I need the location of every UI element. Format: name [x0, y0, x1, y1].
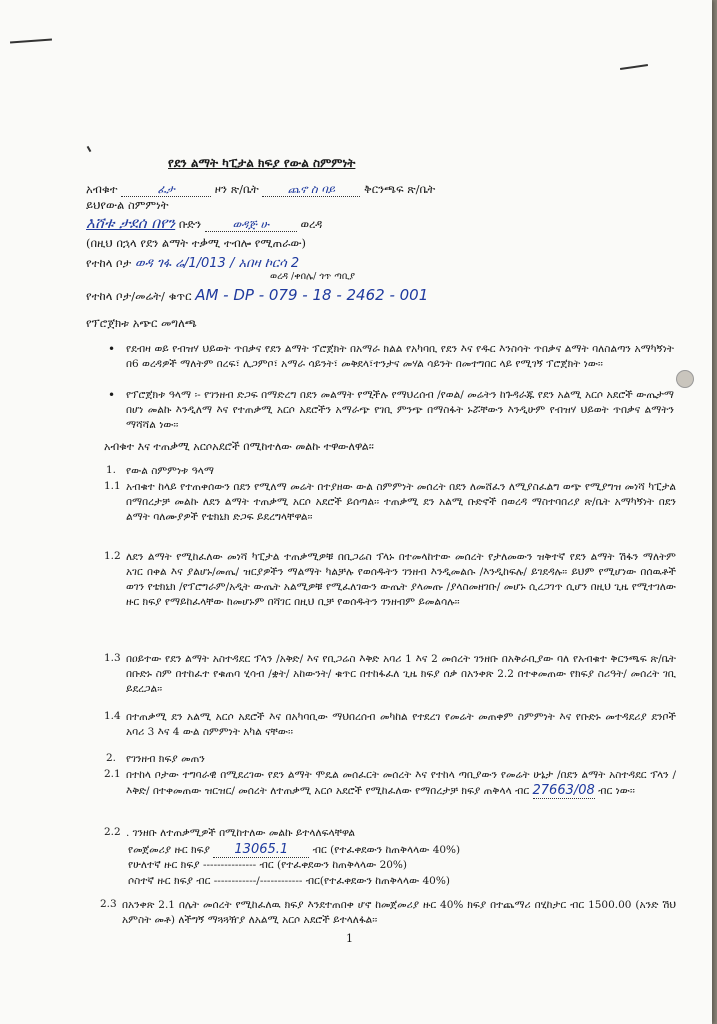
- page-number: 1: [346, 932, 353, 945]
- header-line-5-sub: ወረዳ /ቀበሌ/ ጎጥ ጣቢያ: [270, 271, 356, 282]
- section-number: 1.: [106, 464, 117, 476]
- section-number: 1.2: [104, 550, 121, 562]
- handwritten-zone: ጨኖ ስ ባይ: [262, 182, 360, 197]
- section-heading: . ገንዘቡ ለተጠቃሚዎች በሚከተለው መልኩ ይተላለፍላቸዋል: [126, 827, 356, 839]
- payment-label: ሶስተኛ ዙር ክፍያ ብር ------------/------------: [128, 875, 303, 887]
- pen-scratch-mark: [620, 64, 648, 70]
- handwritten-abkute: ፈታ: [121, 182, 211, 197]
- handwritten-site-number: AM - DP - 079 - 18 - 2462 - 001: [195, 286, 429, 304]
- section-paragraph: በዐይተው የደን ልማት አስተዳደር ፕላን /አቅድ/ እና የቢጋሬስ እቅድ አባሪ 1 እና 2 መሰረት ገንዘቡ በአቅራቢያው ባለ የአብቁተ ቅርንጫፍ ጽ/ቤት በቡድኑ ስም በተከፈተ የቁጠባ ሂሳብ /ቋት/ አከውንት/ ቁጥር በተከፋፈለ ጊዜ ክፍያ ሰቃ በአንቀጽ 2.2 በተቀመጠው የክፍያ ስሪዓት/ መሰረት ገቢ ይደረጋል፡፡: [126, 653, 676, 695]
- payment-line-3: [128, 874, 628, 889]
- document-title: የደን ልማት ካፒታል ክፍያ የውል ስምምነት: [168, 156, 356, 170]
- header-line-3: [86, 216, 322, 232]
- handwritten-planting-site: ወዳ ገፋ ሬ/1/013 / አበዛ ኮርሳ 2: [134, 256, 300, 271]
- payment-value: ብር (የተፈቀደውን ከጠቅላላው 40%): [312, 844, 461, 856]
- section-paragraph: አብቁተ ከላይ የተጠቀሰውን በደን የሚለማ መሬት በተያዘው ውል ስምምነት መሰረት በደን ለመሸፈን ለሚያስፈልግ ወጭ የሚያግዝ መነሻ ካፒታል በማበረታቻ መልኩ ለደን ልማት ተጠቃሚ አርሶ አደሮች ይሰጣል፡፡ ተጠቃሚ ደን አልሚ ቡድኖች በወረዳ ማስተባበሪያ ጽ/ቤት አማካኝነት በደን ልማት ባለሙያዎች የቴክኒክ ድጋፍ ይደረግላቸዋል፡፡: [126, 481, 676, 523]
- section-number: 2.3: [100, 898, 117, 910]
- bullet-dot: •: [108, 388, 116, 402]
- section-number: 1.3: [104, 652, 121, 664]
- handwritten-first-payment: 13065.1: [213, 842, 309, 858]
- pen-scratch-mark: [87, 146, 92, 152]
- paragraph-text: በተከላ ቦታው ተግባራዊ በሚደረገው የደን ልማት ሞዴል መሰፈርት መሰረት እና የተከላ ጣቢያውን የመሬት ሁኔታ /በደን ልማት አስተዳደር ፕላን /እቅድ/ በተቀመጠው ዝርዝር/ መሰረት ለተጠቃሚ አርሶ አደሮች የሚከፈለው የማበረታቻ ክፍያ ጠቅላላ ብር: [126, 769, 676, 797]
- bullet-paragraph-1: የደብዛ ወይ የብዝሃ ህይወት ጥበቃና የደን ልማት ፕሮጀክት በአማራ ክልል የአካባቢ የደን እና የዱር እንስሳት ጥበቃና ልማት ባለስልጣን አማካኝነት በ6 ወረዳዎች ማለትም በረፍ፣ ሊጋምቦ፣ አማራ ሳይንት፣ መቅደላ፣ተንታና መሃል ሳይንት በመተግበር ላይ የሚገኝ ፕሮጀክት ነው፡፡: [126, 343, 674, 370]
- section-number: 2.2: [104, 826, 121, 838]
- section-number: 1.4: [104, 710, 121, 722]
- section-paragraph: [126, 768, 676, 799]
- handwritten-member-name: እሸቱ ታደሰ በየን: [86, 214, 176, 232]
- header-line-2: ይህየውል ስምምነት: [86, 198, 169, 212]
- label-abkute: አብቁተ: [86, 182, 118, 196]
- label-group: ቡድን: [178, 217, 202, 231]
- payment-label: የሁለተኛ ዙር ክፍያ ---------------: [128, 859, 257, 871]
- bullet-dot: •: [108, 342, 116, 356]
- header-line-5: [86, 256, 299, 271]
- payment-value: ብር(የተፈቀደውን ከጠቅላላው 40%): [305, 875, 450, 887]
- section-number: 1.1: [104, 480, 121, 492]
- label-branch-office: ቅርንጫፍ ጽ/ቤት: [364, 182, 436, 196]
- punch-hole: [676, 370, 694, 388]
- paragraph-text: ብር ነው፡፡: [598, 785, 635, 797]
- label-planting-site: የተከላ ቦታ: [86, 256, 132, 270]
- label-woreda: ወረዳ: [300, 217, 323, 231]
- intro-line: አብቁተ እና ተጠቃሚ አርሶአደሮች በሚከተለው መልኩ ተዋውለዋል፡፡: [104, 440, 374, 453]
- handwritten-total-amount: 27663/08: [532, 783, 595, 798]
- header-line-1: [86, 182, 435, 197]
- section-heading: የውል ስምምነቱ ዓላማ: [126, 465, 214, 477]
- section-number: 2.: [106, 752, 117, 764]
- payment-label: የመጀመሪያ ዙር ክፍያ: [128, 844, 210, 856]
- header-line-4: (በዚህ በኋላ የደን ልማት ተቃሚ ተብሎ የሚጠራው): [86, 236, 307, 250]
- header-line-7: የፕሮጀክቱ አጭር መግለጫ: [86, 316, 197, 330]
- section-heading: የገንዘብ ክፍያ መጠን: [126, 753, 205, 765]
- section-paragraph: ለደን ልማት የሚከፈለው መነሻ ካፒታል ተጠቃሚዎቹ በቢጋሬስ ፕላኑ በተመላከተው መሰረት የታለመውን ዝቅተኛ የደን ልማት ሽፋን ማለትም አገር በቀል እና ያልሆኑ/መጤ/ ዝርያዎችን ማልማት ካልቻሉ የወሰዱትን ገንዘብ እንዲመልሱ /እንዲከፍሉ/ ይገደዳሉ፡፡ ይህም የሚሆነው በሰዉቶች ወገን የቴክኒክ /የፕሮግራም/አዲት ውጤት አልሚዎቹ የሚፈለገውን ውጤት ያላመጡ /ያላስመዘገቡ/ መሆኑ ሲረጋገጥ ሲሆን በዚህ ጊዜ የሚተገለው ዙር ክፍያ የማይከፈላቸው ከመሆኑም በሻገር በዚህ ቢቻ የወሰዱትን ገንዘብም ይመልሳሉ፡፡: [126, 551, 676, 608]
- label-site-number: የተከላ ቦታ/መሬት/ ቁጥር: [86, 289, 192, 303]
- pen-scratch-mark: [10, 39, 52, 44]
- handwritten-group: ወዳጅ ሁ: [205, 217, 297, 232]
- bullet-paragraph-2: የፕሮጀክቱ ዓላማ ፡- የገንዘብ ድጋፍ በማድረግ በደን መልማት የሚችሉ የማህረሰብ /የወል/ መሬትን ከጉዳራጁ የደን አልሚ አርሶ አደሮች ውጤታማ በሆነ መልኩ እንዲለማ እና የተጠቃሚ አርሶ አደሮችን አማራጭ የገቢ ምንጭ በማስፋት ኑሯቸውን እንዲሁም የብዝሃ ህይወት ጥበቃና ልማትን ማሻሻል ነው፡፡: [126, 389, 674, 431]
- header-line-6: [86, 288, 428, 303]
- label-zone-office: ዞን ጽ/ቤት: [214, 182, 259, 196]
- section-paragraph: በአንቀጽ 2.1 በሌት መሰረት የሚከፈለዉ ክፍያ እንደተጠበቀ ሆኖ ከመጀመሪያ ዙር 40% ክፍያ በተጨማሪ በሂከታር ብር 1500.00 (አንድ ሽህ አምስት መቶ) ለችግኝ ማጓጓዥያ ለአልሚ አርሶ አደሮች ይተላለፋል፡፡: [122, 899, 676, 926]
- payment-line-1: [128, 842, 628, 858]
- payment-line-2: [128, 858, 628, 873]
- section-paragraph: በተጠቃሚ ደን አልሚ አርሶ አደሮች እና በአካባቢው ማህበረሰብ መካከል የተደረገ የመሬት መጠቀም ስምምነት እና የቡድኑ መተዳደሪያ ደንቦች አባሪ 3 እና 4 ውል ስምምነት አካል ናቸው፡፡: [126, 711, 676, 738]
- section-number: 2.1: [104, 768, 121, 780]
- payment-value: ብር (የተፈቀደውን ከጠቅላላው 20%): [259, 859, 408, 871]
